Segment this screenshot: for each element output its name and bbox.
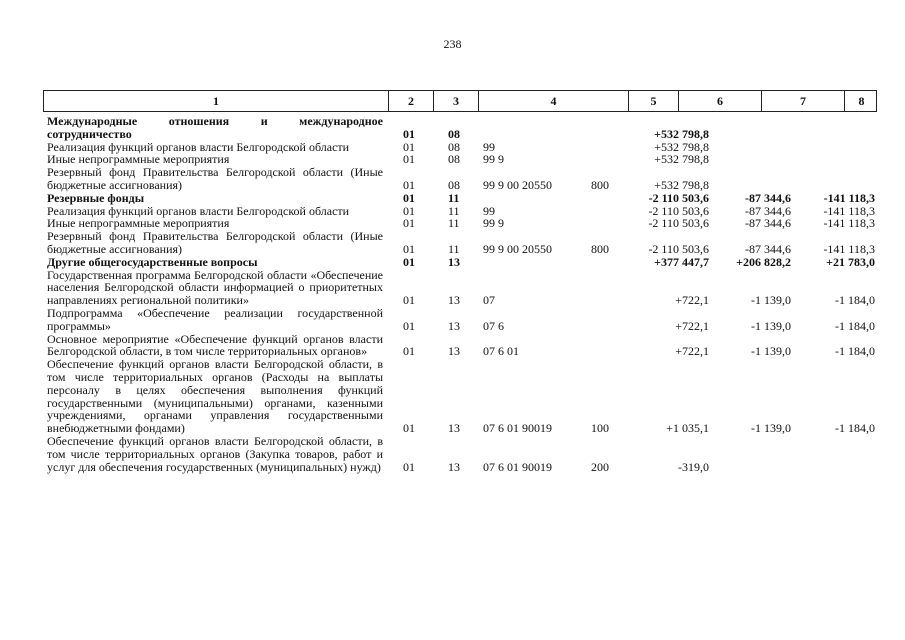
section-code: 01 [403,190,415,205]
table-row [43,269,877,307]
table-row [43,435,877,473]
table-row [43,333,877,359]
amount-col-6: +532 798,8 [654,152,709,167]
amount-col-6: -319,0 [678,459,709,474]
expense-type-code: 800 [591,241,609,256]
amount-col-7: -87 344,6 [745,203,791,218]
expense-type-code: 800 [591,177,609,192]
amount-col-7: -1 139,0 [751,318,791,333]
amount-col-8: -141 118,3 [823,241,875,256]
amount-col-7: +206 828,2 [736,254,791,269]
header-col-6: 6 [679,91,762,111]
table-row [43,230,877,256]
table-row [43,115,877,141]
table-row [43,256,877,269]
amount-col-6: +722,1 [675,344,709,359]
table-header [43,90,877,112]
target-article-code: 07 6 [483,318,504,333]
target-article-code: 99 9 00 20550 [483,241,552,256]
amount-col-8: -1 184,0 [835,293,875,308]
amount-col-8: -141 118,3 [823,190,875,205]
amount-col-8: -1 184,0 [835,421,875,436]
section-code: 01 [403,459,415,474]
row-description: Основное мероприятие «Обеспечение функций органов власти Белгородской области, в том числе территориальных органов» [47,331,383,359]
amount-col-8: -141 118,3 [823,216,875,231]
row-description: Обеспечение функций органов власти Белгородской области, в том числе территориальных органов (Расходы на выплаты персоналу в целях обеспечения выполнения функций государственными (муниципальными) органами, казенными учреждениями, органами управления государственными внебюджетными фондами) [47,357,383,436]
subsection-code: 13 [448,293,460,308]
amount-col-7: -1 139,0 [751,293,791,308]
target-article-code: 99 [483,203,495,218]
row-description: Иные непрограммные мероприятия [47,152,230,167]
amount-col-6: -2 110 503,6 [648,241,709,256]
subsection-code: 13 [448,459,460,474]
section-code: 01 [403,318,415,333]
section-code: 01 [403,126,415,141]
subsection-code: 08 [448,152,460,167]
row-description: Подпрограмма «Обеспечение реализации государственной программы» [47,305,383,333]
target-article-code: 07 [483,293,495,308]
expense-type-code: 100 [591,421,609,436]
table-row [43,192,877,205]
row-description: Резервный фонд Правительства Белгородской области (Иные бюджетные ассигнования) [47,229,383,256]
amount-col-8: -1 184,0 [835,318,875,333]
section-code: 01 [403,177,415,192]
amount-col-6: +377 447,7 [654,254,709,269]
subsection-code: 11 [448,216,460,231]
row-description: Иные непрограммные мероприятия [47,216,230,231]
table-body [43,115,877,473]
row-description: Реализация функций органов власти Белгородской области [47,203,350,218]
section-code: 01 [403,203,415,218]
row-description: Государственная программа Белгородской области «Обеспечение населения Белгородской области информацией о приоритетных направлениях региональной политики» [47,267,383,308]
row-description: Резервные фонды [47,190,145,205]
subsection-code: 11 [448,203,460,218]
amount-col-6: +722,1 [675,318,709,333]
row-description: Резервный фонд Правительства Белгородской области (Иные бюджетные ассигнования) [47,165,383,192]
amount-col-6: +1 035,1 [666,421,709,436]
header-col-4: 4 [479,91,629,111]
header-col-2: 2 [389,91,434,111]
amount-col-7: -87 344,6 [745,216,791,231]
section-code: 01 [403,216,415,231]
subsection-code: 08 [448,177,460,192]
subsection-code: 13 [448,421,460,436]
amount-col-7: -1 139,0 [751,344,791,359]
amount-col-7: -87 344,6 [745,190,791,205]
target-article-code: 99 9 [483,216,504,231]
amount-col-8: -141 118,3 [823,203,875,218]
page-number: 238 [443,37,462,51]
amount-col-6: -2 110 503,6 [648,203,709,218]
target-article-code: 07 6 01 90019 [483,459,552,474]
section-code: 01 [403,254,415,269]
target-article-code: 07 6 01 [483,344,519,359]
amount-col-7: -87 344,6 [745,241,791,256]
row-description: Реализация функций органов власти Белгородской области [47,139,350,154]
section-code: 01 [403,152,415,167]
header-col-3: 3 [434,91,479,111]
amount-col-6: +532 798,8 [654,177,709,192]
section-code: 01 [403,139,415,154]
header-col-1: 1 [44,91,389,111]
amount-col-7: -1 139,0 [751,421,791,436]
subsection-code: 08 [448,126,460,141]
section-code: 01 [403,293,415,308]
section-code: 01 [403,344,415,359]
amount-col-6: +532 798,8 [654,126,709,141]
table-row [43,358,877,435]
subsection-code: 13 [448,344,460,359]
row-description: Обеспечение функций органов власти Белгородской области, в том числе территориальных органов (Закупка товаров, работ и услуг для обеспечения государственных (муниципальных) нужд) [47,433,383,474]
section-code: 01 [403,241,415,256]
amount-col-8: +21 783,0 [826,254,875,269]
section-code: 01 [403,421,415,436]
target-article-code: 99 [483,139,495,154]
subsection-code: 08 [448,139,460,154]
amount-col-6: +722,1 [675,293,709,308]
row-description: Международные отношения и международное сотрудничество [47,114,383,141]
target-article-code: 07 6 01 90019 [483,421,552,436]
target-article-code: 99 9 00 20550 [483,177,552,192]
amount-col-6: +532 798,8 [654,139,709,154]
subsection-code: 13 [448,318,460,333]
expense-type-code: 200 [591,459,609,474]
header-col-7: 7 [762,91,845,111]
target-article-code: 99 9 [483,152,504,167]
amount-col-8: -1 184,0 [835,344,875,359]
subsection-code: 11 [448,241,460,256]
table-row [43,307,877,333]
table-row [43,166,877,192]
subsection-code: 13 [448,254,460,269]
subsection-code: 11 [448,190,460,205]
row-description: Другие общегосударственные вопросы [47,254,258,269]
header-col-5: 5 [629,91,679,111]
header-col-8: 8 [858,93,865,108]
amount-col-6: -2 110 503,6 [648,216,709,231]
amount-col-6: -2 110 503,6 [648,190,709,205]
